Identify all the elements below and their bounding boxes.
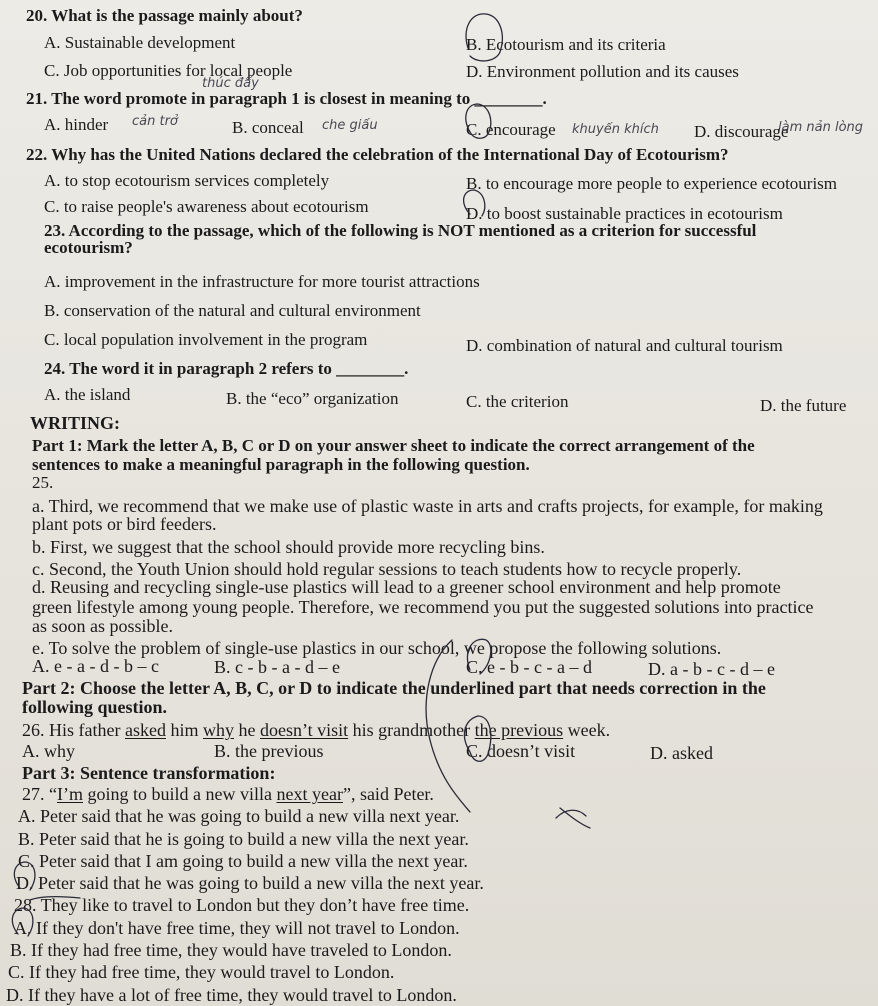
sentence-a-line1: a. Third, we recommend that we make use of plastic waste in arts and crafts projects, for example, for making: [32, 496, 823, 516]
q27-text-pre: 27. “: [22, 784, 57, 804]
q21-option-b[interactable]: B. conceal: [232, 118, 304, 137]
q27-option-d[interactable]: D. Peter said that he was going to build a new villa the next year.: [16, 873, 484, 893]
q28-option-b[interactable]: B. If they had free time, they would have traveled to London.: [10, 940, 452, 960]
q20-option-b[interactable]: B. Ecotourism and its criteria: [466, 35, 666, 54]
q26-underline-the-previous: the previous: [474, 720, 564, 740]
writing-heading: WRITING:: [30, 413, 121, 433]
q25-label: 25.: [32, 473, 54, 492]
note-encourage-translation: khuyến khích: [572, 122, 659, 137]
sentence-d-line1: d. Reusing and recycling single-use plastics will lead to a greener school environment and help promote: [32, 577, 781, 597]
note-conceal-translation: che giấu: [322, 118, 378, 133]
q26-option-a[interactable]: A. why: [22, 741, 75, 761]
q25-option-c[interactable]: C. e - b - c - a – d: [466, 657, 592, 677]
q27-sentence: [22, 784, 434, 804]
q27-underline-next-year: next year: [276, 784, 343, 804]
part2-instruction-line1: Part 2: Choose the letter A, B, C, or D to indicate the underlined part that needs correction in the: [22, 678, 766, 698]
cross-q27-a: [556, 808, 590, 828]
q26-underline-asked: asked: [124, 720, 166, 740]
part1-instruction-line2: sentences to make a meaningful paragraph in the following question.: [32, 455, 530, 474]
part3-heading: Part 3: Sentence transformation:: [22, 763, 276, 783]
q27-option-a[interactable]: A. Peter said that he was going to build a new villa next year.: [18, 806, 460, 826]
q27-text-end: ”, said Peter.: [342, 784, 434, 804]
q20-option-d[interactable]: D. Environment pollution and its causes: [466, 62, 739, 81]
q27-option-c[interactable]: C. Peter said that I am going to build a new villa the next year.: [18, 851, 468, 871]
note-discourage-translation: làm nản lòng: [778, 120, 864, 135]
note-hinder-translation: cản trở: [132, 114, 178, 129]
q21-option-d[interactable]: D. discourage: [694, 122, 789, 141]
q23-option-b[interactable]: B. conservation of the natural and cultural environment: [44, 301, 421, 320]
q26-text-his: his grandmother: [348, 720, 475, 740]
q27-underline-im: I’m: [57, 784, 83, 804]
part2-instruction-line2: following question.: [22, 697, 168, 717]
q20-option-c[interactable]: C. Job opportunities for local people: [44, 61, 293, 80]
q26-option-d[interactable]: D. asked: [650, 743, 713, 763]
part1-instruction-line1: Part 1: Mark the letter A, B, C or D on your answer sheet to indicate the correct arrangement of the: [32, 436, 755, 455]
q28-option-a[interactable]: A. If they don't have free time, they will not travel to London.: [14, 918, 460, 938]
sentence-b: b. First, we suggest that the school should provide more recycling bins.: [32, 537, 545, 557]
q22-option-b[interactable]: B. to encourage more people to experience ecotourism: [466, 174, 838, 193]
q26-text-him: him: [165, 720, 203, 740]
q20-option-a[interactable]: A. Sustainable development: [44, 33, 236, 52]
q24-stem: 24. The word it in paragraph 2 refers to ________.: [44, 359, 409, 378]
q23-stem-line1: 23. According to the passage, which of the following is NOT mentioned as a criterion for successful: [44, 221, 757, 240]
q26-sentence: [22, 720, 610, 740]
q24-option-c[interactable]: C. the criterion: [466, 392, 569, 411]
q21-option-a[interactable]: A. hinder: [44, 115, 109, 134]
q23-option-a[interactable]: A. improvement in the infrastructure for more tourist attractions: [44, 272, 480, 291]
q22-option-c[interactable]: C. to raise people's awareness about ecotourism: [44, 197, 369, 216]
q27-text-mid: going to build a new villa: [83, 784, 277, 804]
q28-sentence: 28. They like to travel to London but they don’t have free time.: [14, 895, 470, 915]
q26-text-he: he: [233, 720, 260, 740]
q26-underline-why: why: [202, 720, 234, 740]
q26-option-c[interactable]: C. doesn’t visit: [466, 741, 576, 761]
sentence-a-line2: plant pots or bird feeders.: [32, 514, 217, 534]
sentence-c: c. Second, the Youth Union should hold regular sessions to teach students how to recycle properly.: [32, 559, 742, 579]
q24-option-a[interactable]: A. the island: [44, 385, 131, 404]
sentence-e: e. To solve the problem of single-use plastics in our school, we propose the following solutions.: [32, 638, 722, 658]
q28-option-d[interactable]: D. If they have a lot of free time, they would travel to London.: [6, 985, 457, 1005]
q23-option-d[interactable]: D. combination of natural and cultural tourism: [466, 336, 783, 355]
q21-option-c[interactable]: C. encourage: [466, 120, 556, 139]
q26-text-week: week.: [563, 720, 611, 740]
q28-option-c[interactable]: C. If they had free time, they would travel to London.: [8, 962, 395, 982]
q25-option-d[interactable]: D. a - b - c - d – e: [648, 659, 775, 679]
q20-stem: 20. What is the passage mainly about?: [26, 6, 303, 25]
q22-option-a[interactable]: A. to stop ecotourism services completely: [44, 171, 330, 190]
q21-stem: 21. The word promote in paragraph 1 is closest in meaning to ________.: [26, 89, 547, 108]
q24-option-b[interactable]: B. the “eco” organization: [226, 389, 399, 408]
q22-option-d[interactable]: D. to boost sustainable practices in ecotourism: [466, 204, 783, 223]
note-promote-translation: thúc đẩy: [202, 76, 259, 91]
q23-option-c[interactable]: C. local population involvement in the program: [44, 330, 368, 349]
q26-text-pre: 26. His father: [22, 720, 125, 740]
q26-option-b[interactable]: B. the previous: [214, 741, 324, 761]
q23-stem-line2: ecotourism?: [44, 238, 133, 257]
q22-stem: 22. Why has the United Nations declared the celebration of the International Day of Ecotourism?: [26, 145, 729, 164]
sentence-d-line3: as soon as possible.: [32, 616, 173, 636]
q24-option-d[interactable]: D. the future: [760, 396, 847, 415]
q26-underline-doesnt-visit: doesn’t visit: [259, 720, 349, 740]
q25-option-a[interactable]: A. e - a - d - b – c: [32, 656, 159, 676]
sentence-d-line2: green lifestyle among young people. Therefore, we recommend you put the suggested solutions into practice: [32, 597, 814, 617]
q27-option-b[interactable]: B. Peter said that he is going to build a new villa the next year.: [18, 829, 469, 849]
q25-option-b[interactable]: B. c - b - a - d – e: [214, 657, 340, 677]
